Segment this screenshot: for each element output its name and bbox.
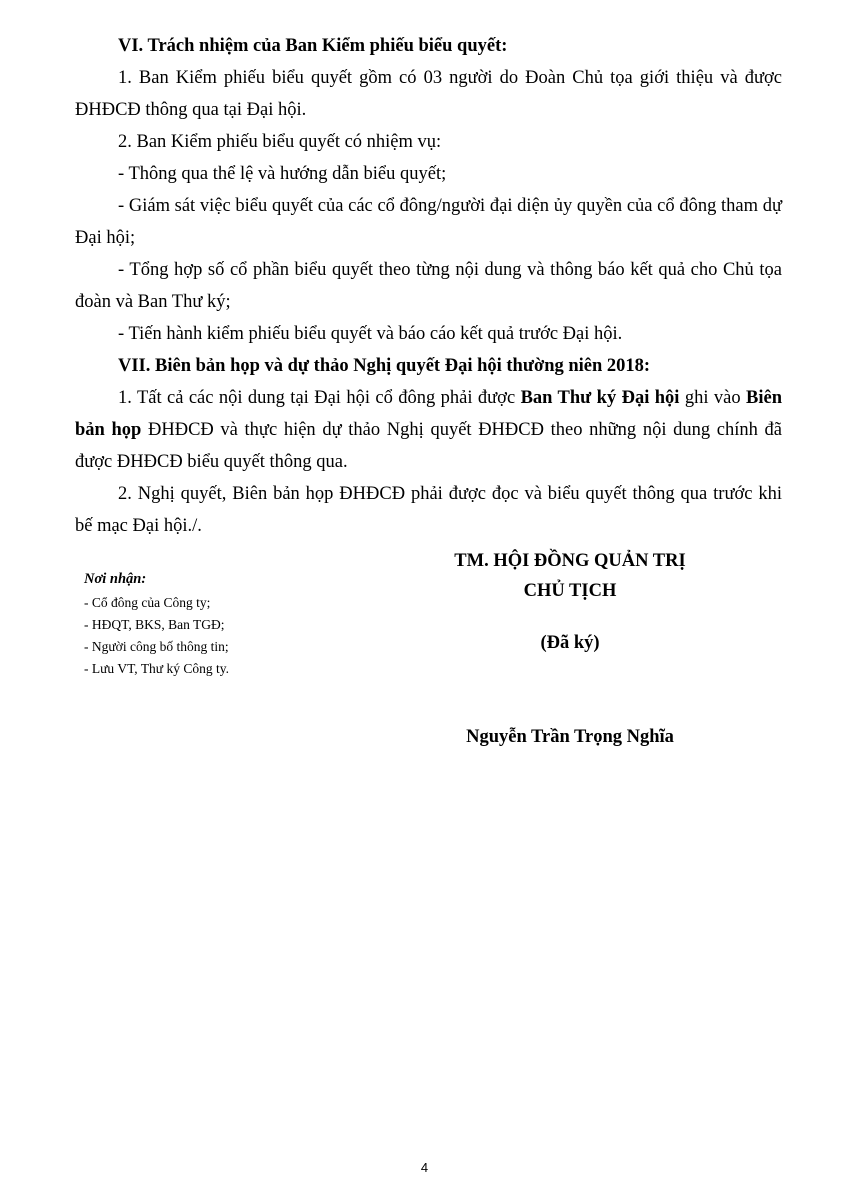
recipient-item: - Cổ đông của Công ty; [84, 595, 211, 610]
section-6-paragraph-2: 2. Ban Kiểm phiếu biểu quyết có nhiệm vụ: [118, 132, 442, 152]
recipients-title: Nơi nhận: [84, 571, 147, 587]
document-body [75, 30, 782, 542]
recipients-block [84, 568, 229, 680]
signature-status: (Đã ký) [540, 633, 600, 653]
section-7-heading: VII. Biên bản họp và dự thảo Nghị quyết Đại hội thường niên 2018: [118, 356, 651, 376]
page-number: 4 [420, 1160, 429, 1175]
paragraph-text: 1. Tất cả các nội dung tại Đại hội cổ đông phải được [118, 388, 521, 408]
duty-item: - Tiến hành kiểm phiếu biểu quyết và báo cáo kết quả trước Đại hội. [118, 324, 623, 344]
recipient-item: - Lưu VT, Thư ký Công ty. [84, 661, 230, 676]
paragraph-text: ĐHĐCĐ và thực hiện dự thảo Nghị quyết ĐHĐCĐ theo những nội dung chính đã được ĐHĐCĐ biểu quyết thông qua. [75, 420, 783, 472]
duty-item: - Tổng hợp số cổ phần biểu quyết theo từng nội dung và thông báo kết quả cho Chủ tọa đoàn và Ban Thư ký; [75, 260, 782, 312]
signature-title: CHỦ TỊCH [523, 581, 617, 601]
emphasis-text: Biên bản họp [75, 388, 782, 440]
emphasis-text: Ban Thư ký Đại hội [520, 388, 680, 408]
section-7-paragraph-1 [75, 382, 782, 478]
signer-name: Nguyễn Trần Trọng Nghĩa [466, 727, 674, 747]
duty-item: - Giám sát việc biểu quyết của các cổ đông/người đại diện ủy quyền của cổ đông tham dự Đại hội; [75, 196, 782, 248]
signature-block [400, 546, 740, 752]
duty-item: - Thông qua thể lệ và hướng dẫn biểu quyết; [118, 164, 447, 184]
paragraph-text: ghi vào [679, 388, 747, 408]
recipient-item: - HĐQT, BKS, Ban TGĐ; [84, 617, 225, 632]
recipient-item: - Người công bố thông tin; [84, 639, 229, 654]
section-6-paragraph-1: 1. Ban Kiểm phiếu biểu quyết gồm có 03 người do Đoàn Chủ tọa giới thiệu và được ĐHĐCĐ thông qua tại Đại hội. [75, 68, 782, 120]
section-7-paragraph-2: 2. Nghị quyết, Biên bản họp ĐHĐCĐ phải được đọc và biểu quyết thông qua trước khi bế mạc Đại hội./. [75, 484, 782, 536]
signature-org: TM. HỘI ĐỒNG QUẢN TRỊ [454, 551, 686, 571]
section-6-heading: VI. Trách nhiệm của Ban Kiểm phiếu biểu quyết: [118, 36, 508, 56]
